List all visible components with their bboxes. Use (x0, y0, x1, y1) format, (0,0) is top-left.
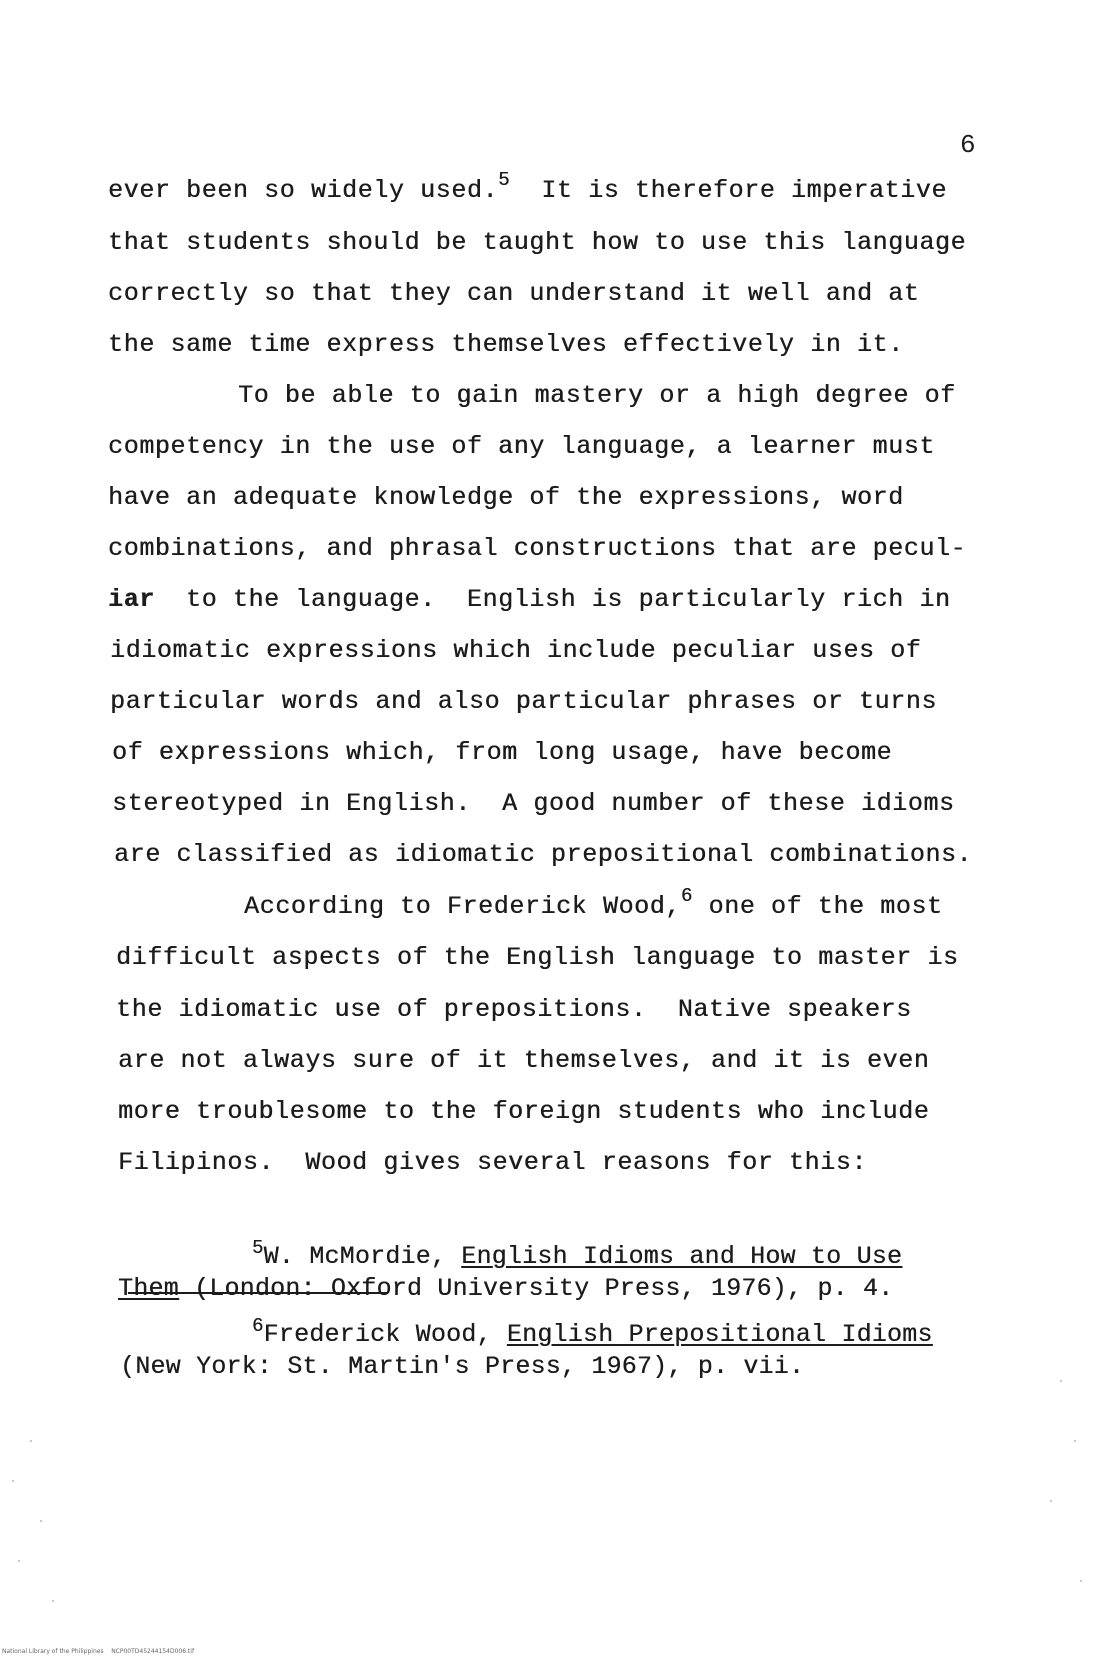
footnote-mark: 6 (252, 1315, 264, 1337)
body-line (244, 885, 943, 922)
body-line: difficult aspects of the English language to master is (116, 943, 959, 972)
body-line: To be able to gain mastery or a high degree of (238, 381, 956, 410)
scan-speck (1050, 1500, 1052, 1502)
scan-speck (1060, 1380, 1062, 1382)
body-line: competency in the use of any language, a learner must (108, 432, 935, 461)
footnote-author: W. McMordie, (263, 1242, 462, 1271)
body-text: to the language. English is particularly rich in (154, 585, 951, 614)
body-line: idiomatic expressions which include peculiar uses of (110, 636, 922, 665)
body-text: According to Frederick Wood, (244, 892, 681, 921)
footnote-6-line-1 (252, 1315, 933, 1350)
footnote-5-line-2 (118, 1274, 893, 1304)
body-line: are not always sure of it themselves, and it is even (118, 1046, 930, 1075)
scan-footer: National Library of the Philippines NCP00TD45244154D006.tif (2, 1648, 195, 1655)
footnote-title: Them (118, 1274, 179, 1303)
body-text: one of the most (692, 892, 943, 921)
footnote-ref-5: 5 (498, 169, 511, 191)
scan-speck (52, 1600, 54, 1602)
scan-speck (1080, 1580, 1082, 1582)
body-line: the same time express themselves effectively in it. (108, 330, 904, 359)
body-line: that students should be taught how to use this language (108, 228, 967, 257)
body-line: are classified as idiomatic prepositional combinations. (114, 840, 973, 869)
body-line: correctly so that they can understand it well and at (108, 279, 920, 308)
footnote-6-line-2: (New York: St. Martin's Press, 1967), p. vii. (120, 1352, 805, 1381)
body-text: iar (108, 585, 155, 614)
body-line: have an adequate knowledge of the expressions, word (108, 483, 904, 512)
body-line: Filipinos. Wood gives several reasons for this: (118, 1148, 867, 1177)
footnote-title: English Idioms and How to Use (461, 1242, 903, 1271)
body-line: more troublesome to the foreign students who include (118, 1097, 930, 1126)
footnote-author: Frederick Wood, (263, 1320, 507, 1349)
body-line: particular words and also particular phrases or turns (110, 687, 937, 716)
body-text: It is therefore imperative (510, 176, 947, 205)
footnote-ref-6: 6 (680, 885, 693, 907)
body-line: the idiomatic use of prepositions. Native speakers (116, 995, 912, 1024)
scan-speck (18, 1560, 20, 1562)
footnote-publication: (London: Oxford University Press, 1976), p. 4. (178, 1274, 894, 1303)
body-line (108, 585, 951, 615)
body-line (108, 169, 947, 206)
body-line: of expressions which, from long usage, have become (112, 738, 893, 767)
footnote-5-line-1 (252, 1237, 903, 1272)
body-text: ever been so widely used. (108, 176, 499, 205)
scan-speck (40, 1520, 42, 1522)
page-number: 6 (960, 130, 976, 160)
scan-speck (12, 1480, 14, 1482)
footnote-title: English Prepositional Idioms (506, 1320, 933, 1349)
scan-speck (1074, 1440, 1076, 1442)
footnote-mark: 5 (252, 1237, 264, 1259)
scan-speck (30, 1440, 32, 1442)
body-line: stereotyped in English. A good number of these idioms (112, 789, 955, 818)
body-line: combinations, and phrasal constructions that are pecul- (108, 534, 967, 563)
